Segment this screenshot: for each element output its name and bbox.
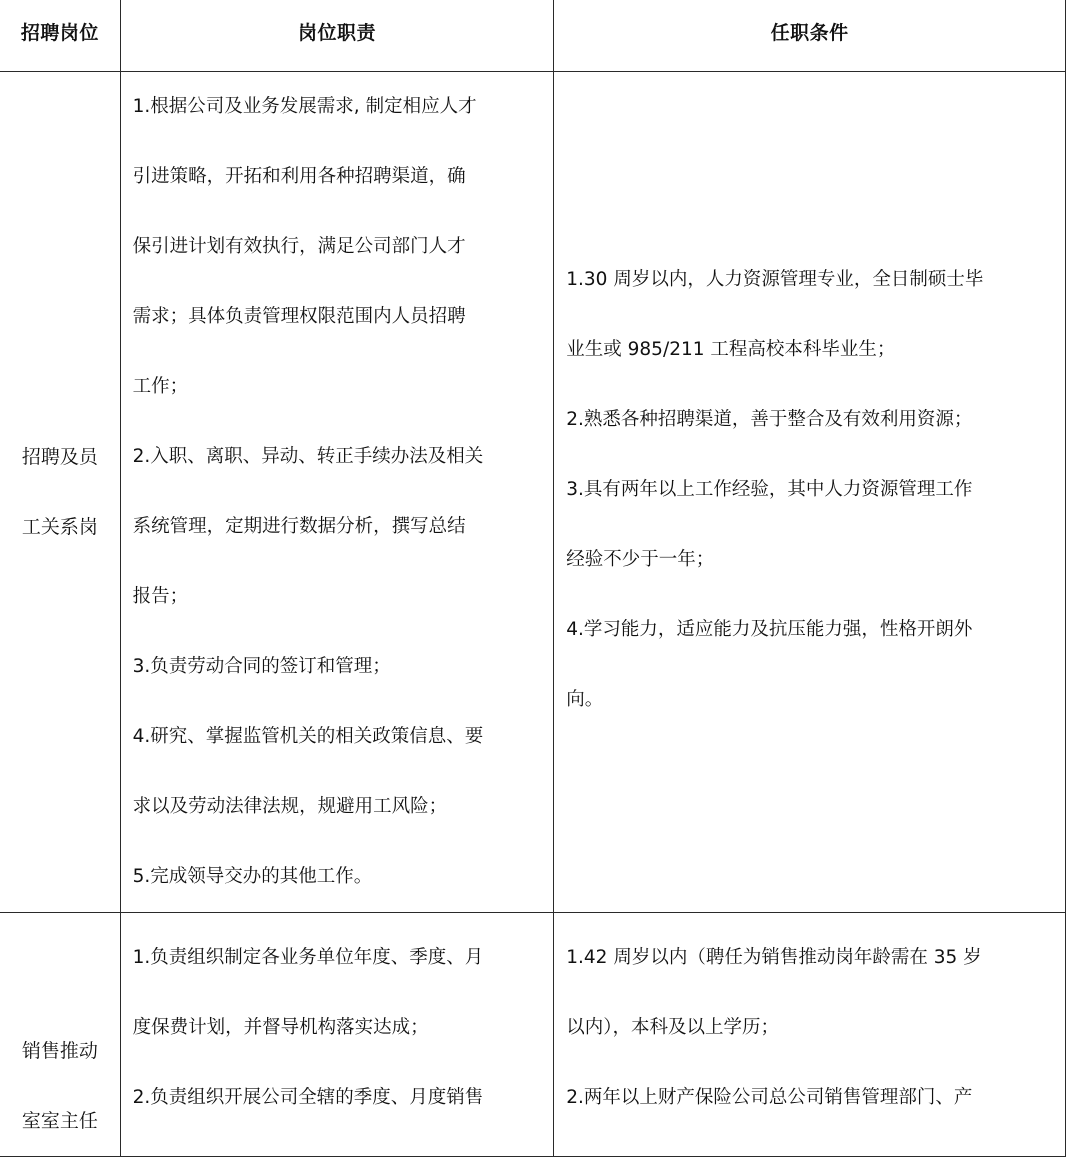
position-line: 工关系岗 bbox=[21, 515, 98, 538]
header-row bbox=[0, 0, 1066, 71]
duty-line: 引进策略，开拓和利用各种招聘渠道，确 bbox=[132, 165, 466, 187]
requirement-line: 2.两年以上财产保险公司总公司销售管理部门、产 bbox=[566, 1086, 973, 1108]
duty-line: 3.负责劳动合同的签订和管理； bbox=[132, 655, 391, 677]
duties-cell bbox=[120, 71, 554, 912]
requirement-line: 经验不少于一年； bbox=[566, 548, 715, 570]
duty-line: 报告； bbox=[132, 585, 189, 607]
requirement-line: 向。 bbox=[566, 688, 604, 710]
position-line: 室室主任 bbox=[21, 1109, 98, 1132]
requirement-line: 1.30 周岁以内，人力资源管理专业，全日制硕士毕 bbox=[566, 268, 984, 290]
header-duties: 岗位职责 bbox=[120, 0, 554, 71]
duty-line: 2.入职、离职、异动、转正手续办法及相关 bbox=[132, 445, 484, 467]
requirement-line: 1.42 周岁以内（聘任为销售推动岗年龄需在 35 岁 bbox=[566, 946, 982, 968]
duty-line: 1.根据公司及业务发展需求, 制定相应人才 bbox=[132, 95, 477, 117]
duty-line: 求以及劳动法律法规，规避用工风险； bbox=[132, 795, 448, 817]
duty-line: 5.完成领导交办的其他工作。 bbox=[132, 865, 373, 887]
requirements-cell bbox=[554, 912, 1066, 1156]
requirement-line: 4.学习能力，适应能力及抗压能力强，性格开朗外 bbox=[566, 618, 973, 640]
duty-line: 系统管理，定期进行数据分析，撰写总结 bbox=[132, 515, 466, 537]
requirements-cell bbox=[554, 71, 1066, 912]
position-line: 招聘及员 bbox=[21, 445, 98, 468]
duty-line: 度保费计划，并督导机构落实达成； bbox=[132, 1016, 429, 1038]
duties-cell bbox=[120, 912, 554, 1156]
duty-line: 需求；具体负责管理权限范围内人员招聘 bbox=[132, 305, 466, 327]
duty-line: 1.负责组织制定各业务单位年度、季度、月 bbox=[132, 946, 484, 968]
header-requirements: 任职条件 bbox=[554, 0, 1066, 71]
table-row bbox=[0, 71, 1066, 912]
duty-line: 4.研究、掌握监管机关的相关政策信息、要 bbox=[132, 725, 484, 747]
header-position: 招聘岗位 bbox=[0, 0, 120, 71]
requirement-line: 3.具有两年以上工作经验，其中人力资源管理工作 bbox=[566, 478, 973, 500]
requirement-line: 业生或 985/211 工程高校本科毕业生； bbox=[566, 338, 896, 360]
requirement-line: 以内），本科及以上学历； bbox=[566, 1016, 780, 1038]
duty-line: 2.负责组织开展公司全辖的季度、月度销售 bbox=[132, 1086, 484, 1108]
duty-line: 工作； bbox=[132, 375, 189, 397]
position-cell bbox=[0, 912, 120, 1156]
duty-line: 保引进计划有效执行，满足公司部门人才 bbox=[132, 235, 466, 257]
table-row bbox=[0, 912, 1066, 1156]
requirement-line: 2.熟悉各种招聘渠道，善于整合及有效利用资源； bbox=[566, 408, 973, 430]
position-line: 销售推动 bbox=[21, 1039, 98, 1062]
position-cell bbox=[0, 71, 120, 912]
